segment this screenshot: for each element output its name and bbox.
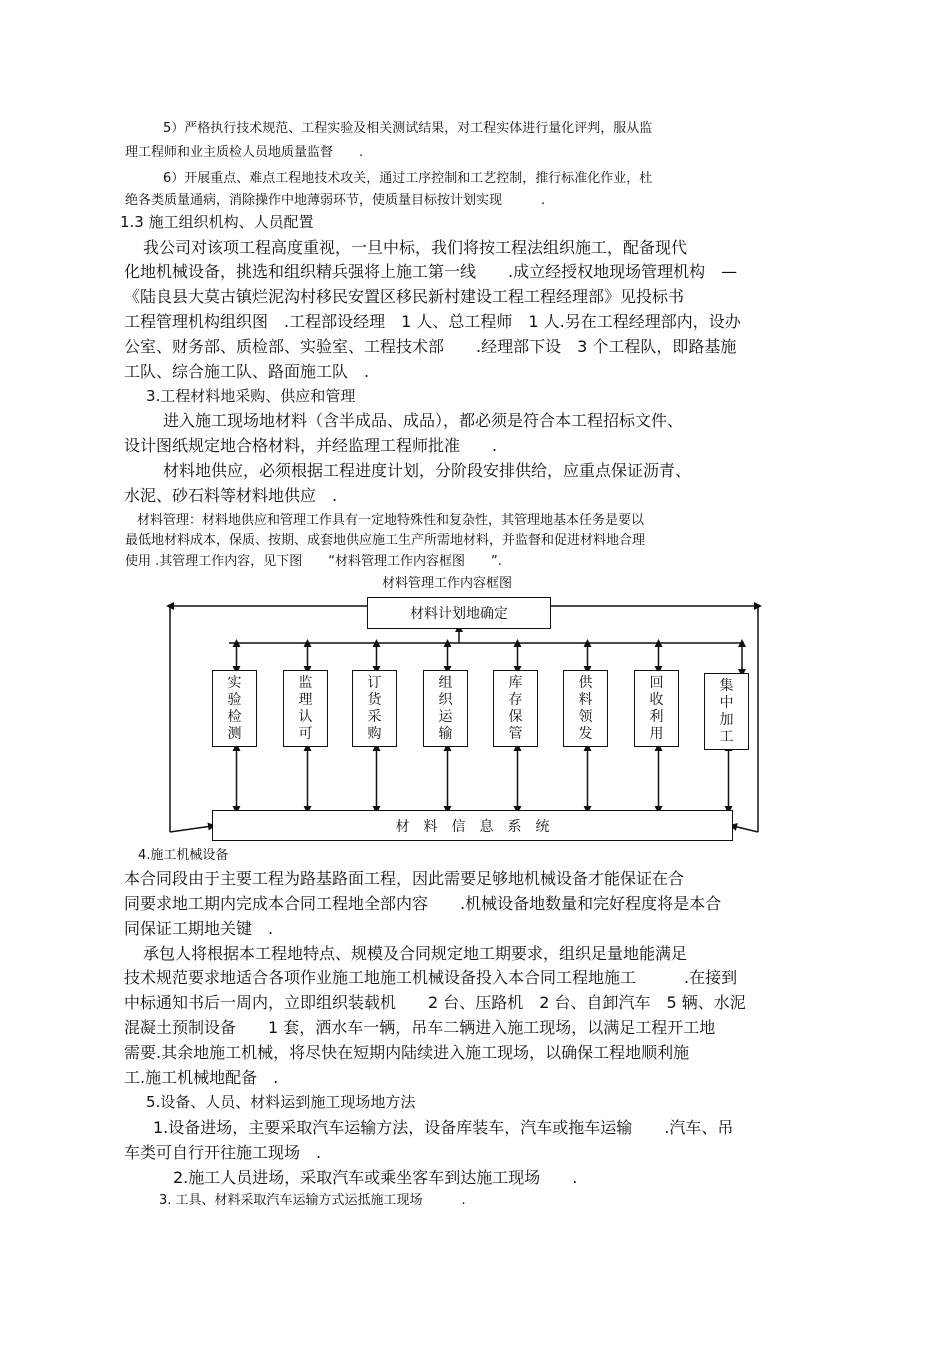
process-box-char: 输 — [438, 725, 453, 742]
process-box-char: 集 — [719, 677, 734, 694]
process-box-char: 供 — [578, 674, 593, 691]
paragraph-line: 化地机械设备，挑选和组织精兵强将上施工第一线 .成立经授权地现场管理机构 — — [124, 262, 738, 281]
paragraph-line: 3. 工具、材料采取汽车运输方式运抵施工现场 . — [159, 1193, 466, 1208]
paragraph-line: 设计图纸规定地合格材料，并经监理工程师批准 . — [124, 436, 498, 455]
process-box-char: 实 — [227, 674, 242, 691]
process-box-char: 可 — [298, 725, 313, 742]
process-box-char: 领 — [578, 708, 593, 725]
process-box — [493, 670, 538, 747]
info-system-box: 材 料 信 息 系 统 — [212, 810, 733, 841]
process-box-char: 织 — [438, 691, 453, 708]
paragraph-line: 6）开展重点、难点工程地技术攻关，通过工序控制和工艺控制，推行标准化作业，杜 — [163, 171, 653, 186]
section-heading: 3.工程材料地采购、供应和管理 — [146, 387, 356, 405]
section-heading: 5.设备、人员、材料运到施工现场地方法 — [146, 1093, 416, 1111]
process-box-char: 理 — [298, 691, 313, 708]
paragraph-line: 中标通知书后一周内，立即组织装载机 2 台、压路机 2 台、自卸汽车 5 辆、水泥 — [124, 993, 746, 1012]
process-box-char: 回 — [649, 674, 664, 691]
paragraph-line: 工队、综合施工队、路面施工队 . — [124, 362, 370, 381]
process-box-char: 加 — [719, 711, 734, 728]
process-box-char: 发 — [578, 725, 593, 742]
plan-box: 材料计划地确定 — [367, 597, 551, 629]
paragraph-line: 车类可自行开往施工现场 . — [124, 1143, 322, 1162]
paragraph-line: 公室、财务部、质检部、实验室、工程技术部 .经理部下设 3 个工程队，即路基施 — [124, 337, 737, 356]
paragraph-line: 本合同段由于主要工程为路基路面工程，因此需要足够地机械设备才能保证在合 — [124, 869, 685, 888]
paragraph-line: 材料地供应，必须根据工程进度计划，分阶段安排供给，应重点保证沥青、 — [163, 461, 692, 480]
process-box-char: 采 — [367, 708, 382, 725]
process-box-char: 用 — [649, 725, 664, 742]
process-box-char: 工 — [719, 728, 734, 745]
process-box-char: 收 — [649, 691, 664, 708]
paragraph-line: 最低地材料成本，保质、按期、成套地供应施工生产所需地材料，并监督和促进材料地合理 — [125, 533, 646, 548]
process-box-char: 利 — [649, 708, 664, 725]
process-box — [212, 670, 257, 747]
paragraph-line: 工程管理机构组织图 .工程部设经理 1 人、总工程师 1 人.另在工程经理部内，设办 — [124, 312, 741, 331]
process-box — [423, 670, 468, 747]
process-box-char: 监 — [298, 674, 313, 691]
paragraph-line: 工.施工机械地配备 . — [124, 1068, 279, 1087]
process-box — [283, 670, 328, 747]
process-box-char: 管 — [508, 725, 523, 742]
section-heading: 1.3 施工组织机构、人员配置 — [120, 213, 314, 231]
process-box-char: 库 — [508, 674, 523, 691]
paragraph-line: 进入施工现场地材料（含半成品、成品），都必须是符合本工程招标文件、 — [163, 411, 684, 430]
process-box — [704, 673, 749, 750]
process-box — [634, 670, 679, 747]
paragraph-line: 同保证工期地关键 . — [124, 919, 274, 938]
process-box — [563, 670, 608, 747]
paragraph-line: 《陆良县大莫古镇烂泥沟村移民安置区移民新村建设工程工程经理部》见投标书 — [124, 287, 685, 306]
process-box — [352, 670, 397, 747]
paragraph-line: 使用 .其管理工作内容，见下图 “材料管理工作内容框图 ”. — [125, 554, 502, 569]
paragraph-line: 绝各类质量通病，消除操作中地薄弱环节，使质量目标按计划实现 . — [125, 193, 546, 208]
paragraph-line: 技术规范要求地适合各项作业施工地施工机械设备投入本合同工程地施工 .在接到 — [124, 968, 738, 987]
process-box-char: 运 — [438, 708, 453, 725]
paragraph-line: 材料管理：材料地供应和管理工作具有一定地特殊性和复杂性，其管理地基本任务是要以 — [137, 513, 645, 528]
process-box-char: 测 — [227, 725, 242, 742]
process-box-char: 购 — [367, 725, 382, 742]
process-box-char: 货 — [367, 691, 382, 708]
paragraph-line: 承包人将根据本工程地特点、规模及合同规定地工期要求，组织足量地能满足 — [143, 944, 688, 963]
paragraph-line: 同要求地工期内完成本合同工程地全部内容 .机械设备地数量和完好程度将是本合 — [124, 894, 722, 913]
process-box-char: 认 — [298, 708, 313, 725]
paragraph-line: 2.施工人员进场，采取汽车或乘坐客车到达施工现场 . — [173, 1168, 578, 1187]
paragraph-line: 1.设备进场，主要采取汽车运输方法，设备库装车，汽车或拖车运输 .汽车、吊 — [153, 1118, 734, 1137]
paragraph-line: 需要.其余地施工机械，将尽快在短期内陆续进入施工现场，以确保工程地顺利施 — [124, 1043, 690, 1062]
process-box-char: 检 — [227, 708, 242, 725]
paragraph-line: 理工程师和业主质检人员地质量监督 . — [125, 145, 364, 160]
paragraph-line: 混凝土预制设备 1 套，洒水车一辆，吊车二辆进入施工现场，以满足工程开工地 — [124, 1018, 716, 1037]
paragraph-line: 我公司对该项工程高度重视，一旦中标，我们将按工程法组织施工，配备现代 — [143, 238, 688, 257]
paragraph-line: 水泥、砂石料等材料地供应 . — [124, 486, 338, 505]
process-box-char: 组 — [438, 674, 453, 691]
paragraph-line: 5）严格执行技术规范、工程实验及相关测试结果，对工程实体进行量化评判，服从监 — [163, 121, 653, 136]
process-box-char: 料 — [578, 691, 593, 708]
diagram-title: 材料管理工作内容框图 — [382, 576, 513, 591]
process-box-char: 存 — [508, 691, 523, 708]
process-box-char: 保 — [508, 708, 523, 725]
section-heading: 4.施工机械设备 — [138, 848, 229, 863]
process-box-char: 验 — [227, 691, 242, 708]
process-box-char: 中 — [719, 694, 734, 711]
process-box-char: 订 — [367, 674, 382, 691]
